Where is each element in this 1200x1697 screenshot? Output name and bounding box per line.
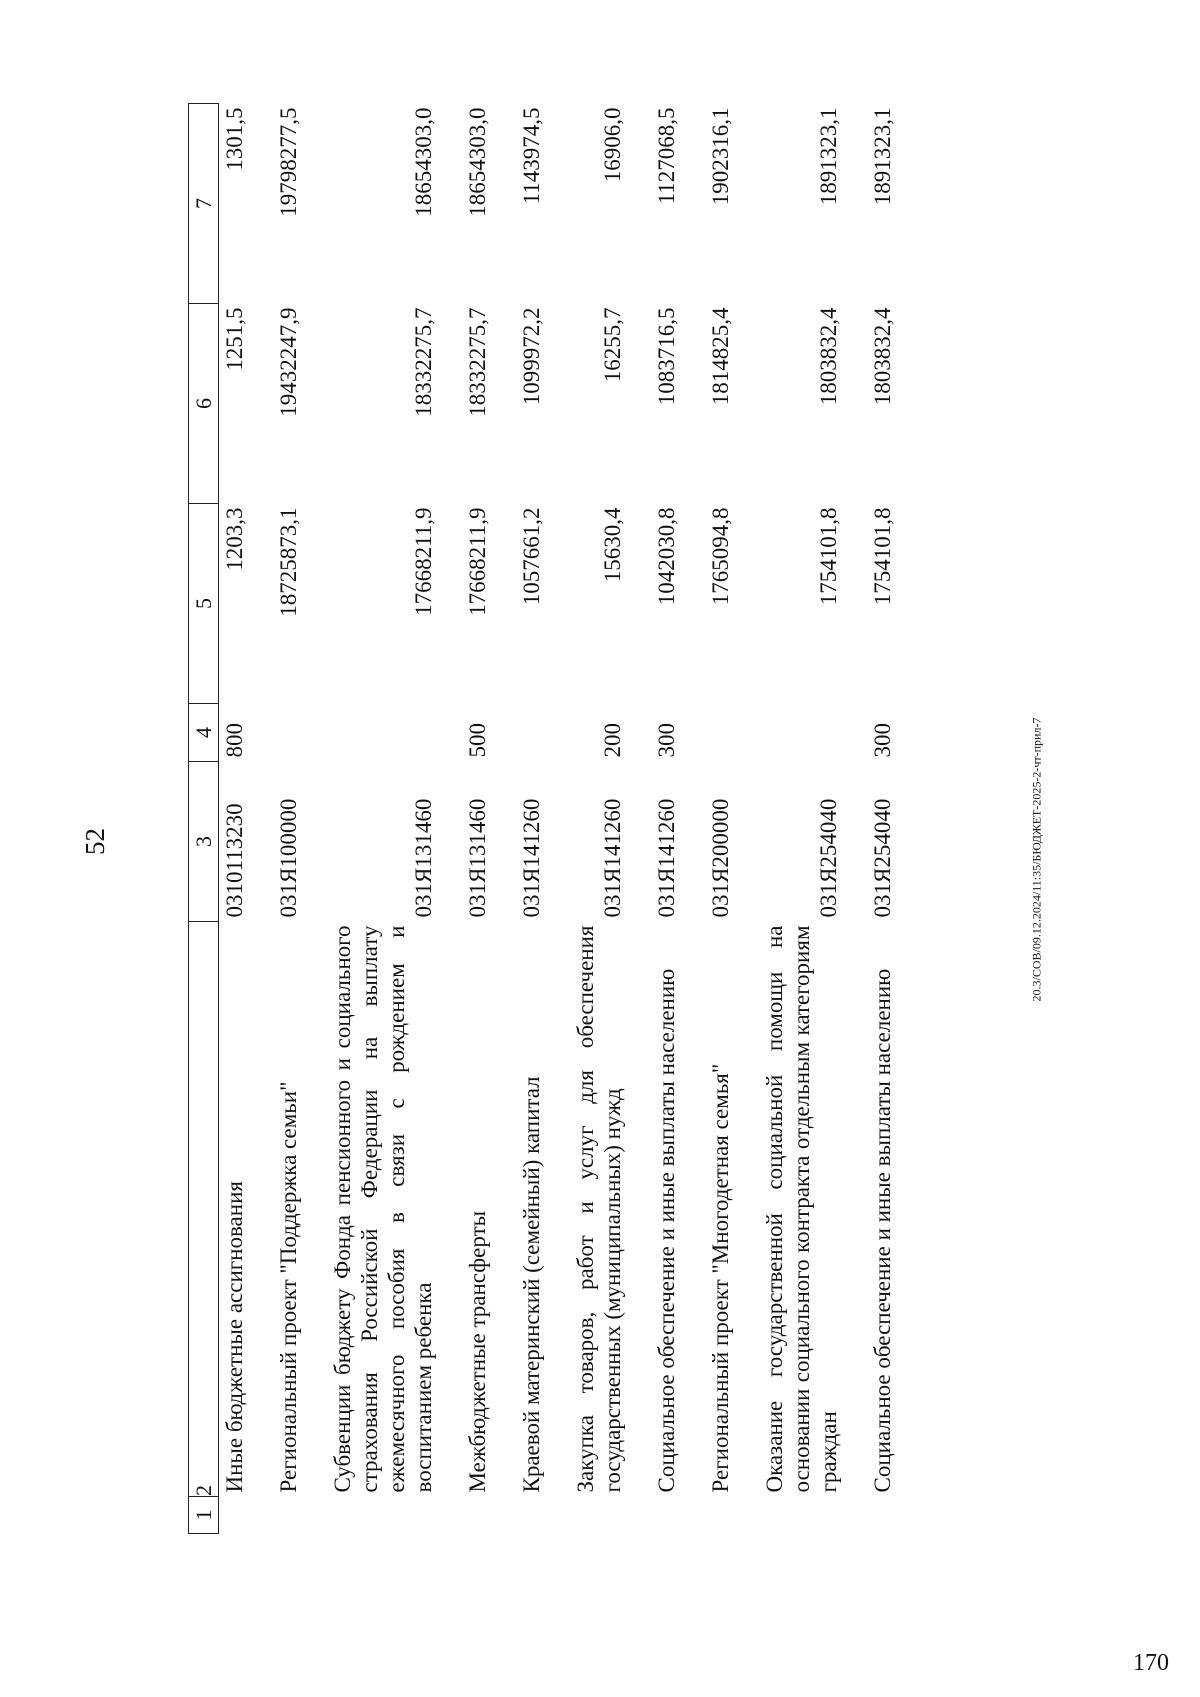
row-name-cell: Региональный проект "Многодетная семья" — [708, 1063, 733, 1493]
row-value-2027-cell: 16906,0 — [600, 107, 625, 183]
column-header: 1 — [189, 1497, 219, 1534]
row-number-cell — [219, 1497, 249, 1534]
table-row — [219, 104, 249, 1534]
row-code-cell: 0310113230 — [222, 803, 247, 918]
row-number-cell — [545, 1497, 626, 1534]
row-value-2027-cell: 1127068,5 — [654, 107, 679, 205]
budget-table-container — [188, 104, 1008, 1534]
row-type-cell: 300 — [654, 723, 679, 758]
row-number-cell — [626, 1497, 680, 1534]
row-value-2025-cell: 1754101,8 — [816, 507, 841, 606]
row-type-cell: 200 — [600, 723, 625, 758]
column-header: 2 — [189, 922, 219, 1497]
row-type-cell — [302, 704, 437, 762]
row-value-2027-cell: 18654303,0 — [411, 107, 436, 217]
row-code-cell: 031Я100000 — [276, 798, 301, 918]
row-code-cell: 031Я200000 — [708, 798, 733, 918]
row-value-2026-cell: 1814825,4 — [708, 307, 733, 406]
row-code-cell: 031Я131460 — [465, 798, 490, 918]
row-type-cell — [248, 704, 302, 762]
row-number-cell — [491, 1497, 545, 1534]
column-header-row — [189, 104, 219, 1534]
row-code-cell: 031Я141260 — [600, 798, 625, 918]
row-name-cell: Оказание государственной социальной помощи на основании социального контракта отдельным категориям граждан — [762, 925, 841, 1493]
row-value-2027-cell: 1902316,1 — [708, 107, 733, 206]
row-value-2025-cell: 1754101,8 — [870, 507, 895, 606]
row-type-cell: 800 — [222, 723, 247, 758]
row-value-2026-cell: 18332275,7 — [411, 307, 436, 417]
row-code-cell: 031Я141260 — [654, 798, 679, 918]
row-name-cell: Межбюджетные трансферты — [465, 1210, 490, 1493]
table-body — [189, 104, 897, 1534]
table-row — [545, 104, 626, 1534]
row-value-2026-cell: 1251,5 — [222, 307, 247, 371]
row-name-cell: Социальное обеспечение и иные выплаты населению — [654, 968, 679, 1493]
row-code-cell: 031Я141260 — [519, 798, 544, 918]
row-value-2026-cell: 19432247,9 — [276, 307, 301, 417]
column-header: 3 — [189, 762, 219, 922]
row-name-cell: Региональный проект "Поддержка семьи" — [276, 1081, 301, 1493]
row-value-2025-cell: 17668211,9 — [411, 507, 436, 616]
row-value-2025-cell: 17668211,9 — [465, 507, 490, 616]
row-value-2027-cell: 1301,5 — [222, 107, 247, 171]
row-value-2026-cell: 18332275,7 — [465, 307, 490, 417]
table-row — [491, 104, 545, 1534]
column-header: 7 — [189, 104, 219, 304]
document-stamp: 20.3/СОВ/09.12.2024/11:35/БЮДЖЕТ-2025-2-чт-прил-7 — [1029, 717, 1044, 1002]
row-value-2026-cell: 16255,7 — [600, 307, 625, 383]
row-value-2026-cell: 1099972,2 — [519, 307, 544, 406]
row-number-cell — [437, 1497, 491, 1534]
row-type-cell — [491, 704, 545, 762]
column-header: 5 — [189, 504, 219, 704]
row-number-cell — [734, 1497, 842, 1534]
row-type-cell — [734, 704, 842, 762]
row-value-2027-cell: 19798277,5 — [276, 107, 301, 217]
row-name-cell: Субвенции бюджету Фонда пенсионного и социального страхования Российской Федерации на выплату ежемесячного пособия в связи с рождением и воспитанием ребенка — [330, 925, 436, 1493]
column-header: 6 — [189, 304, 219, 504]
budget-table — [188, 103, 896, 1534]
row-name-cell: Иные бюджетные ассигнования — [222, 1181, 247, 1493]
table-row — [842, 104, 896, 1534]
row-number-cell — [302, 1497, 437, 1534]
column-header: 4 — [189, 704, 219, 762]
row-value-2025-cell: 1042030,8 — [654, 507, 679, 606]
table-row — [680, 104, 734, 1534]
row-name-cell: Закупка товаров, работ и услуг для обеспечения государственных (муниципальных) нужд — [573, 925, 625, 1493]
row-value-2025-cell: 15630,4 — [600, 507, 625, 583]
row-name-cell: Краевой материнский (семейный) капитал — [519, 1076, 544, 1493]
table-row — [248, 104, 302, 1534]
table-row — [626, 104, 680, 1534]
row-value-2025-cell: 18725873,1 — [276, 507, 301, 617]
row-value-2025-cell: 1203,3 — [222, 507, 247, 571]
row-value-2026-cell: 1803832,4 — [870, 307, 895, 406]
row-type-cell — [680, 704, 734, 762]
row-value-2026-cell: 1083716,5 — [654, 307, 679, 406]
row-number-cell — [248, 1497, 302, 1534]
row-type-cell: 500 — [465, 723, 490, 758]
row-code-cell: 031Я254040 — [816, 798, 841, 918]
row-name-cell: Социальное обеспечение и иные выплаты населению — [870, 968, 895, 1493]
row-number-cell — [680, 1497, 734, 1534]
page-number: 52 — [80, 828, 110, 855]
row-value-2025-cell: 1057661,2 — [519, 507, 544, 606]
sheet-number: 170 — [1133, 1650, 1169, 1676]
row-code-cell: 031Я131460 — [411, 798, 436, 918]
table-row — [437, 104, 491, 1534]
row-value-2027-cell: 1143974,5 — [519, 107, 544, 205]
table-row — [734, 104, 842, 1534]
row-code-cell: 031Я254040 — [870, 798, 895, 918]
row-value-2027-cell: 18654303,0 — [465, 107, 490, 217]
row-value-2025-cell: 1765094,8 — [708, 507, 733, 606]
row-value-2027-cell: 1891323,1 — [870, 107, 895, 206]
row-number-cell — [842, 1497, 896, 1534]
row-type-cell: 300 — [870, 723, 895, 758]
row-value-2026-cell: 1803832,4 — [816, 307, 841, 406]
table-row — [302, 104, 437, 1534]
row-value-2027-cell: 1891323,1 — [816, 107, 841, 206]
